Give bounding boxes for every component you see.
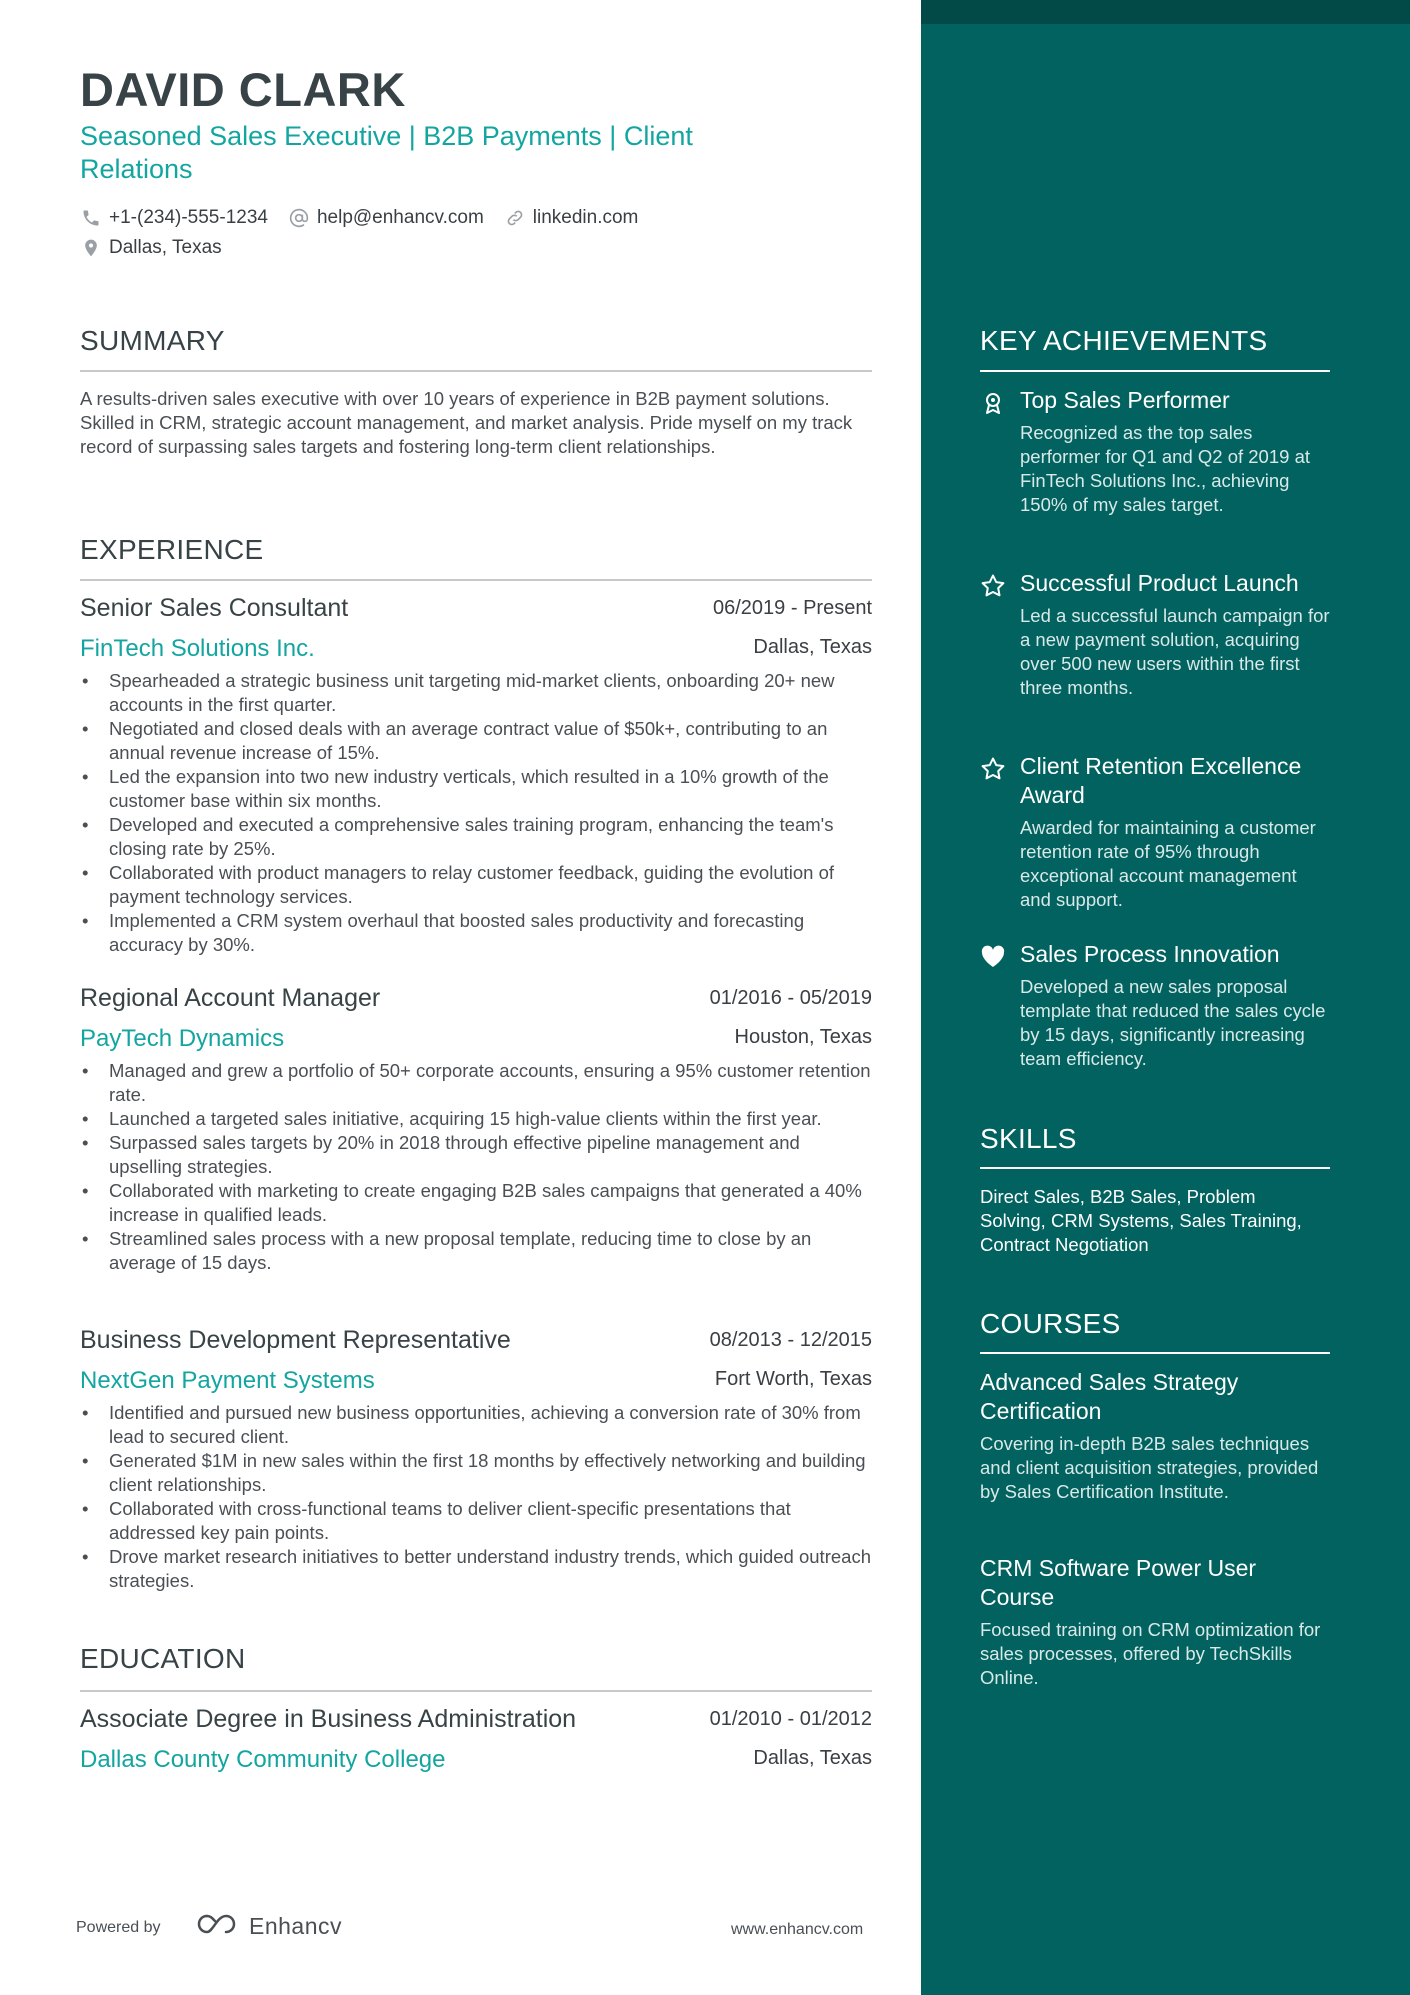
contact-linkedin bbox=[504, 207, 639, 229]
award-icon bbox=[980, 390, 1006, 416]
enhancv-brand-text: Enhancv bbox=[249, 1913, 343, 1939]
summary-text: A results-driven sales executive with over 10 years of experience in B2B payment solutions. Skilled in CRM, strategic account management, and market analysis. Pride myself on my track record of surpassing sales targets and fostering long-term client relationships. bbox=[80, 388, 853, 457]
skills-text: Direct Sales, B2B Sales, Problem Solving, CRM Systems, Sales Training, Contract Negotiation bbox=[980, 1186, 1302, 1255]
sidebar-top-band bbox=[921, 0, 1410, 24]
job-bullet: • Drove market research initiatives to better understand industry trends, which guided outreach strategies. bbox=[80, 1545, 872, 1593]
phone-text[interactable]: +1-(234)-555-1234 bbox=[109, 207, 268, 228]
contact-email bbox=[288, 207, 484, 229]
candidate-name: DAVID CLARK bbox=[80, 63, 406, 116]
footer-powered-by: Powered by bbox=[76, 1919, 161, 1936]
achievement-desc: Recognized as the top sales performer for Q1 and Q2 of 2019 at FinTech Solutions Inc., achieving 150% of my sales target. bbox=[1020, 422, 1310, 515]
job-bullet: • Collaborated with marketing to create engaging B2B sales campaigns that generated a 40% increase in qualified leads. bbox=[80, 1179, 872, 1227]
course-desc: Covering in-depth B2B sales techniques and client acquisition strategies, provided by Sales Certification Institute. bbox=[980, 1433, 1319, 1502]
link-icon bbox=[504, 207, 526, 229]
summary-divider bbox=[80, 370, 872, 372]
job-bullet: • Generated $1M in new sales within the first 18 months by effectively networking and building client relationships. bbox=[80, 1449, 872, 1497]
course-title: CRM Software Power User Course bbox=[980, 1555, 1257, 1610]
job-bullets bbox=[80, 1401, 872, 1593]
job-company: PayTech Dynamics bbox=[80, 1025, 285, 1052]
education-degree: Associate Degree in Business Administration bbox=[80, 1705, 577, 1733]
job-bullet: • Implemented a CRM system overhaul that boosted sales productivity and forecasting accuracy by 30%. bbox=[80, 909, 872, 957]
summary-heading: SUMMARY bbox=[80, 325, 225, 356]
candidate-headline: Seasoned Sales Executive | B2B Payments | Client Relations bbox=[80, 121, 693, 184]
achievement-title: Client Retention Excellence Award bbox=[1020, 753, 1302, 808]
achievement-desc: Led a successful launch campaign for a new payment solution, acquiring over 500 new users within the first three months. bbox=[1020, 605, 1330, 698]
linkedin-text[interactable]: linkedin.com bbox=[532, 207, 639, 228]
courses-heading: COURSES bbox=[980, 1308, 1121, 1339]
course-item bbox=[980, 1554, 1330, 1690]
course-desc: Focused training on CRM optimization for sales processes, offered by TechSkills Online. bbox=[980, 1619, 1321, 1688]
achievement-desc: Awarded for maintaining a customer retention rate of 95% through exceptional account management and support. bbox=[1020, 817, 1316, 910]
footer-url[interactable]: www.enhancv.com bbox=[731, 1921, 864, 1938]
education-location: Dallas, Texas bbox=[753, 1747, 872, 1769]
star-icon bbox=[980, 573, 1006, 599]
job-dates: 01/2016 - 05/2019 bbox=[709, 987, 872, 1009]
at-sign-icon bbox=[288, 207, 310, 229]
course-title: Advanced Sales Strategy Certification bbox=[980, 1369, 1239, 1424]
contact-row-2 bbox=[80, 237, 242, 259]
phone-icon bbox=[80, 207, 102, 229]
experience-heading: EXPERIENCE bbox=[80, 534, 264, 565]
infinity-logo-icon bbox=[195, 1911, 241, 1942]
contact-row-1 bbox=[80, 207, 658, 229]
location-text: Dallas, Texas bbox=[109, 237, 222, 258]
achievement-desc: Developed a new sales proposal template that reduced the sales cycle by 15 days, significantly increasing team efficiency. bbox=[1020, 976, 1326, 1069]
job-bullet: • Surpassed sales targets by 20% in 2018 through effective pipeline management and upselling strategies. bbox=[80, 1131, 872, 1179]
job-title: Regional Account Manager bbox=[80, 984, 381, 1012]
education-dates: 01/2010 - 01/2012 bbox=[709, 1708, 872, 1730]
achievement-title: Sales Process Innovation bbox=[1020, 941, 1280, 967]
job-bullet: • Spearheaded a strategic business unit targeting mid-market clients, onboarding 20+ new accounts in the first quarter. bbox=[80, 669, 872, 717]
job-company: FinTech Solutions Inc. bbox=[80, 635, 315, 662]
experience-divider bbox=[80, 579, 872, 581]
achievement-title: Top Sales Performer bbox=[1020, 387, 1230, 413]
job-title: Business Development Representative bbox=[80, 1326, 511, 1354]
job-bullet: • Identified and pursued new business opportunities, achieving a conversion rate of 30% from lead to secured client. bbox=[80, 1401, 872, 1449]
job-bullets bbox=[80, 1059, 872, 1275]
job-title: Senior Sales Consultant bbox=[80, 594, 349, 622]
job-bullet: • Streamlined sales process with a new proposal template, reducing time to close by an average of 15 days. bbox=[80, 1227, 872, 1275]
job-location: Dallas, Texas bbox=[753, 636, 872, 658]
heart-icon bbox=[980, 944, 1006, 970]
star-icon bbox=[980, 756, 1006, 782]
job-dates: 08/2013 - 12/2015 bbox=[709, 1329, 872, 1351]
education-heading: EDUCATION bbox=[80, 1643, 246, 1674]
job-bullet: • Developed and executed a comprehensive sales training program, enhancing the team's closing rate by 25%. bbox=[80, 813, 872, 861]
skills-heading: SKILLS bbox=[980, 1123, 1077, 1154]
job-location: Fort Worth, Texas bbox=[714, 1368, 872, 1390]
job-bullet: • Launched a targeted sales initiative, acquiring 15 high-value clients within the first year. bbox=[80, 1107, 872, 1131]
achievements-divider bbox=[980, 370, 1330, 372]
contact-location bbox=[80, 237, 222, 259]
job-bullets bbox=[80, 669, 872, 957]
achievement-title: Successful Product Launch bbox=[1020, 570, 1299, 596]
job-dates: 06/2019 - Present bbox=[713, 597, 872, 619]
job-bullet: • Negotiated and closed deals with an average contract value of $50k+, contributing to an annual revenue increase of 15%. bbox=[80, 717, 872, 765]
achievements-heading: KEY ACHIEVEMENTS bbox=[980, 325, 1268, 356]
job-bullet: • Led the expansion into two new industry verticals, which resulted in a 10% growth of the customer base within six months. bbox=[80, 765, 872, 813]
email-text[interactable]: help@enhancv.com bbox=[316, 207, 484, 228]
location-pin-icon bbox=[80, 237, 102, 259]
enhancv-logo[interactable] bbox=[195, 1911, 342, 1942]
course-item bbox=[980, 1368, 1330, 1504]
courses-divider bbox=[980, 1352, 1330, 1354]
job-bullet: • Managed and grew a portfolio of 50+ corporate accounts, ensuring a 95% customer retention rate. bbox=[80, 1059, 872, 1107]
job-bullet: • Collaborated with product managers to relay customer feedback, guiding the evolution of payment technology services. bbox=[80, 861, 872, 909]
job-bullet: • Collaborated with cross-functional teams to deliver client-specific presentations that addressed key pain points. bbox=[80, 1497, 872, 1545]
education-divider bbox=[80, 1690, 872, 1692]
education-school: Dallas County Community College bbox=[80, 1746, 446, 1773]
skills-divider bbox=[980, 1167, 1330, 1169]
contact-phone bbox=[80, 207, 268, 229]
job-company: NextGen Payment Systems bbox=[80, 1367, 375, 1394]
job-location: Houston, Texas bbox=[734, 1026, 872, 1048]
